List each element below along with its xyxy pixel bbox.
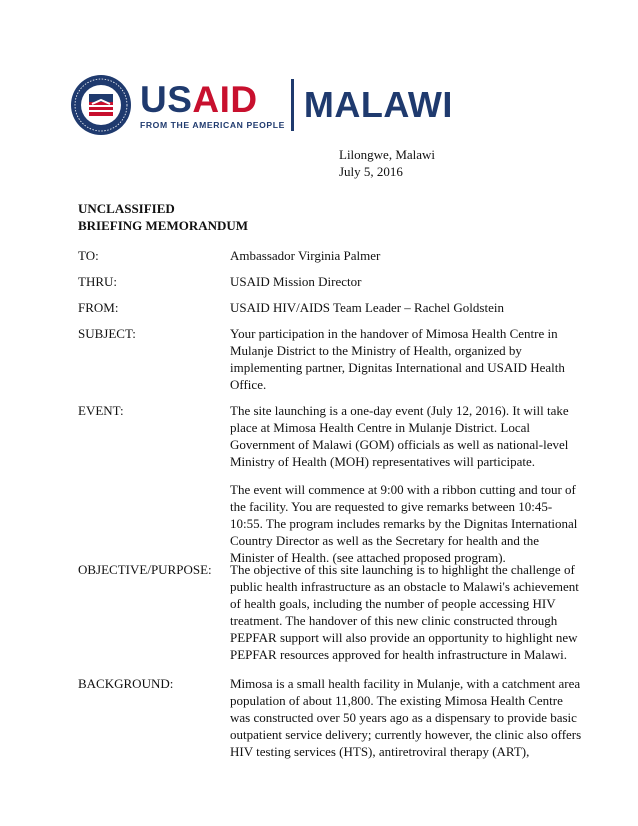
field-label: THRU: — [78, 274, 117, 289]
usaid-wordmark — [140, 78, 285, 130]
memo-header — [78, 200, 248, 234]
field-value: USAID Mission Director — [230, 274, 362, 289]
usaid-aid: AID — [192, 78, 258, 120]
field-value — [230, 402, 582, 566]
country-name: MALAWI — [303, 84, 453, 125]
field-label: SUBJECT: — [78, 326, 136, 341]
field-value: USAID HIV/AIDS Team Leader – Rachel Goldstein — [230, 300, 504, 315]
field-label: TO: — [78, 248, 99, 263]
usaid-tagline: FROM THE AMERICAN PEOPLE — [140, 119, 285, 130]
field-label: EVENT: — [78, 403, 124, 418]
logo-divider — [291, 79, 294, 131]
place-date-block — [339, 146, 435, 180]
usaid-malawi-logo — [70, 72, 453, 138]
event-paragraph: The event will commence at 9:00 with a ribbon cutting and tour of the facility. You are requested to give remarks between 10:45-10:55. The program includes remarks by the Dignitas International Country Director as well as the Secretary for health and the Minister of Health. (see attached proposed program). — [230, 482, 578, 565]
place-city: Lilongwe, Malawi — [339, 147, 436, 162]
field-label: FROM: — [78, 300, 119, 315]
field-value: The objective of this site launching is to highlight the challenge of public health infrastructure as an obstacle to Malawi's achievement of health goals, including the number of people accessing HIV treatment. The handover of this new clinic constructed through PEPFAR support will also provide an opportunity to highlight new PEPFAR resources approved for health infrastructure in Malawi. — [230, 562, 579, 662]
field-label: BACKGROUND: — [78, 676, 174, 691]
field-value: Your participation in the handover of Mimosa Health Centre in Mulanje District to the Ministry of Health, organized by implementing partner, Dignitas International and USAID Health Office. — [230, 326, 565, 392]
usaid-word — [140, 78, 285, 120]
field-label: OBJECTIVE/PURPOSE: — [78, 562, 212, 577]
usaid-seal-icon — [70, 74, 132, 136]
event-paragraph: The site launching is a one-day event (July 12, 2016). It will take place at Mimosa Health Centre in Mulanje District. Local Government of Malawi (GOM) officials as well as national-level Ministry of Health (MOH) representatives will participate. — [230, 403, 569, 469]
usaid-us: US — [140, 78, 193, 120]
classification: UNCLASSIFIED — [78, 201, 175, 216]
memo-title: BRIEFING MEMORANDUM — [78, 218, 249, 233]
memo-date: July 5, 2016 — [339, 164, 403, 179]
field-value: Ambassador Virginia Palmer — [230, 248, 381, 263]
field-value: Mimosa is a small health facility in Mulanje, with a catchment area population of about 11,800. The existing Mimosa Health Centre was constructed over 50 years ago as a dispensary to provide basic outpatient service delivery; currently however, the clinic also offers HIV testing services (HTS), antiretroviral therapy (ART), — [230, 676, 582, 759]
